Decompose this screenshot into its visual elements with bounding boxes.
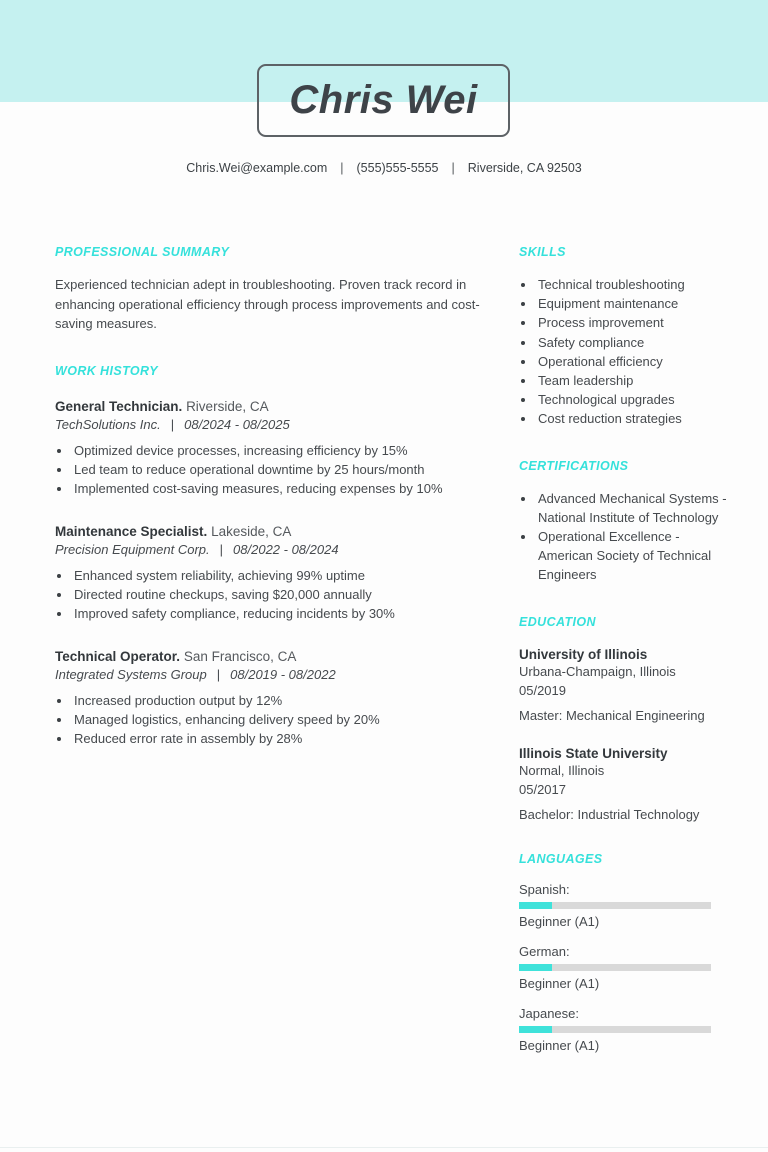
job-bullet: • Implemented cost-saving measures, reducing expenses by 10% bbox=[72, 479, 480, 498]
job-title-line bbox=[55, 649, 480, 664]
skill-item: • Team leadership bbox=[536, 371, 731, 390]
skill-item: • Operational efficiency bbox=[536, 352, 731, 371]
job-meta-line bbox=[55, 417, 480, 432]
school-name: Illinois State University bbox=[519, 745, 668, 761]
language-level: Beginner (A1) bbox=[519, 975, 600, 991]
language-item bbox=[519, 1005, 731, 1055]
school-location: Normal, Illinois bbox=[519, 762, 605, 778]
contact-email: Chris.Wei@example.com bbox=[186, 161, 328, 175]
education-entry bbox=[519, 647, 731, 723]
education-entry bbox=[519, 746, 731, 822]
job-dates: 08/2022 - 08/2024 bbox=[233, 541, 339, 557]
job-title: Maintenance Specialist. bbox=[55, 523, 208, 539]
job-dates: 08/2024 - 08/2025 bbox=[184, 416, 290, 432]
section-certifications bbox=[519, 459, 731, 585]
contact-separator: | bbox=[340, 161, 344, 175]
certification-item: • Advanced Mechanical Systems - National Institute of Technology bbox=[536, 489, 731, 527]
job-bullet-list bbox=[55, 691, 480, 748]
job-company: Integrated Systems Group bbox=[55, 666, 207, 682]
language-name: Japanese: bbox=[519, 1005, 579, 1021]
resume-body bbox=[55, 245, 731, 1055]
job-entry bbox=[55, 399, 480, 498]
language-item bbox=[519, 881, 731, 931]
language-level: Beginner (A1) bbox=[519, 1037, 600, 1053]
job-title-line bbox=[55, 399, 480, 414]
section-work-history bbox=[55, 364, 480, 748]
job-bullet-list bbox=[55, 566, 480, 623]
job-title: General Technician. bbox=[55, 398, 183, 414]
name-box bbox=[257, 64, 510, 137]
job-bullet: • Reduced error rate in assembly by 28% bbox=[72, 729, 480, 748]
job-company: Precision Equipment Corp. bbox=[55, 541, 210, 557]
skills-list bbox=[519, 275, 731, 429]
language-progress-track bbox=[519, 964, 711, 971]
job-bullet: • Led team to reduce operational downtime by 25 hours/month bbox=[72, 460, 480, 479]
language-progress-track bbox=[519, 902, 711, 909]
job-bullet-list bbox=[55, 441, 480, 498]
right-column bbox=[519, 245, 731, 1055]
certifications-heading: CERTIFICATIONS bbox=[519, 458, 629, 473]
language-progress-fill bbox=[519, 964, 552, 971]
certification-item: • Operational Excellence - American Society of Technical Engineers bbox=[536, 527, 731, 585]
meta-separator: | bbox=[219, 541, 224, 557]
skill-item: • Equipment maintenance bbox=[536, 294, 731, 313]
job-meta-line bbox=[55, 667, 480, 682]
job-bullet: • Enhanced system reliability, achieving 99% uptime bbox=[72, 566, 480, 585]
language-name: German: bbox=[519, 943, 570, 959]
contact-location: Riverside, CA 92503 bbox=[467, 161, 582, 175]
skills-heading: SKILLS bbox=[519, 245, 566, 259]
skill-item: • Technical troubleshooting bbox=[536, 275, 731, 294]
job-location: San Francisco, CA bbox=[183, 648, 297, 664]
meta-separator: | bbox=[170, 416, 175, 432]
contact-separator: | bbox=[451, 161, 455, 175]
skill-item: • Safety compliance bbox=[536, 333, 731, 352]
language-progress-track bbox=[519, 1026, 711, 1033]
contact-phone: (555)555-5555 bbox=[356, 161, 439, 175]
language-progress-fill bbox=[519, 902, 552, 909]
school-location: Urbana-Champaign, Illinois bbox=[519, 663, 676, 679]
skill-item: • Process improvement bbox=[536, 313, 731, 332]
job-bullet: • Managed logistics, enhancing delivery speed by 20% bbox=[72, 710, 480, 729]
skill-item: • Technological upgrades bbox=[536, 390, 731, 409]
school-name: University of Illinois bbox=[519, 646, 648, 662]
work-history-heading: WORK HISTORY bbox=[55, 363, 158, 378]
job-title: Technical Operator. bbox=[55, 648, 181, 664]
language-name: Spanish: bbox=[519, 881, 570, 897]
job-dates: 08/2019 - 08/2022 bbox=[230, 666, 336, 682]
meta-separator: | bbox=[216, 666, 221, 682]
job-location: Riverside, CA bbox=[186, 398, 269, 414]
job-title-line bbox=[55, 524, 480, 539]
language-progress-fill bbox=[519, 1026, 552, 1033]
school-degree: Bachelor: Industrial Technology bbox=[519, 806, 700, 822]
skill-item: • Cost reduction strategies bbox=[536, 409, 731, 428]
section-professional-summary bbox=[55, 245, 480, 334]
languages-heading: LANGUAGES bbox=[519, 851, 603, 866]
contact-line bbox=[0, 161, 768, 175]
candidate-name: Chris Wei bbox=[289, 78, 478, 122]
job-meta-line bbox=[55, 542, 480, 557]
school-date: 05/2019 bbox=[519, 683, 566, 699]
page-bottom-edge bbox=[0, 1147, 768, 1148]
job-bullet: • Improved safety compliance, reducing incidents by 30% bbox=[72, 604, 480, 623]
school-date: 05/2017 bbox=[519, 782, 566, 798]
section-languages bbox=[519, 852, 731, 1055]
job-location: Lakeside, CA bbox=[211, 523, 292, 539]
certifications-list bbox=[519, 489, 731, 585]
language-item bbox=[519, 943, 731, 993]
section-education bbox=[519, 615, 731, 822]
summary-text: Experienced technician adept in troubleshooting. Proven track record in enhancing operational efficiency through process improvements and cost-saving measures. bbox=[55, 277, 480, 331]
school-degree: Master: Mechanical Engineering bbox=[519, 707, 705, 723]
language-level: Beginner (A1) bbox=[519, 913, 600, 929]
left-column bbox=[55, 245, 480, 748]
job-company: TechSolutions Inc. bbox=[55, 416, 161, 432]
job-entry bbox=[55, 649, 480, 748]
professional-summary-heading: PROFESSIONAL SUMMARY bbox=[55, 245, 230, 259]
job-bullet: • Optimized device processes, increasing efficiency by 15% bbox=[72, 441, 480, 460]
job-bullet: • Increased production output by 12% bbox=[72, 691, 480, 710]
job-bullet: • Directed routine checkups, saving $20,000 annually bbox=[72, 585, 480, 604]
education-heading: EDUCATION bbox=[519, 614, 596, 629]
section-skills bbox=[519, 245, 731, 429]
job-entry bbox=[55, 524, 480, 623]
